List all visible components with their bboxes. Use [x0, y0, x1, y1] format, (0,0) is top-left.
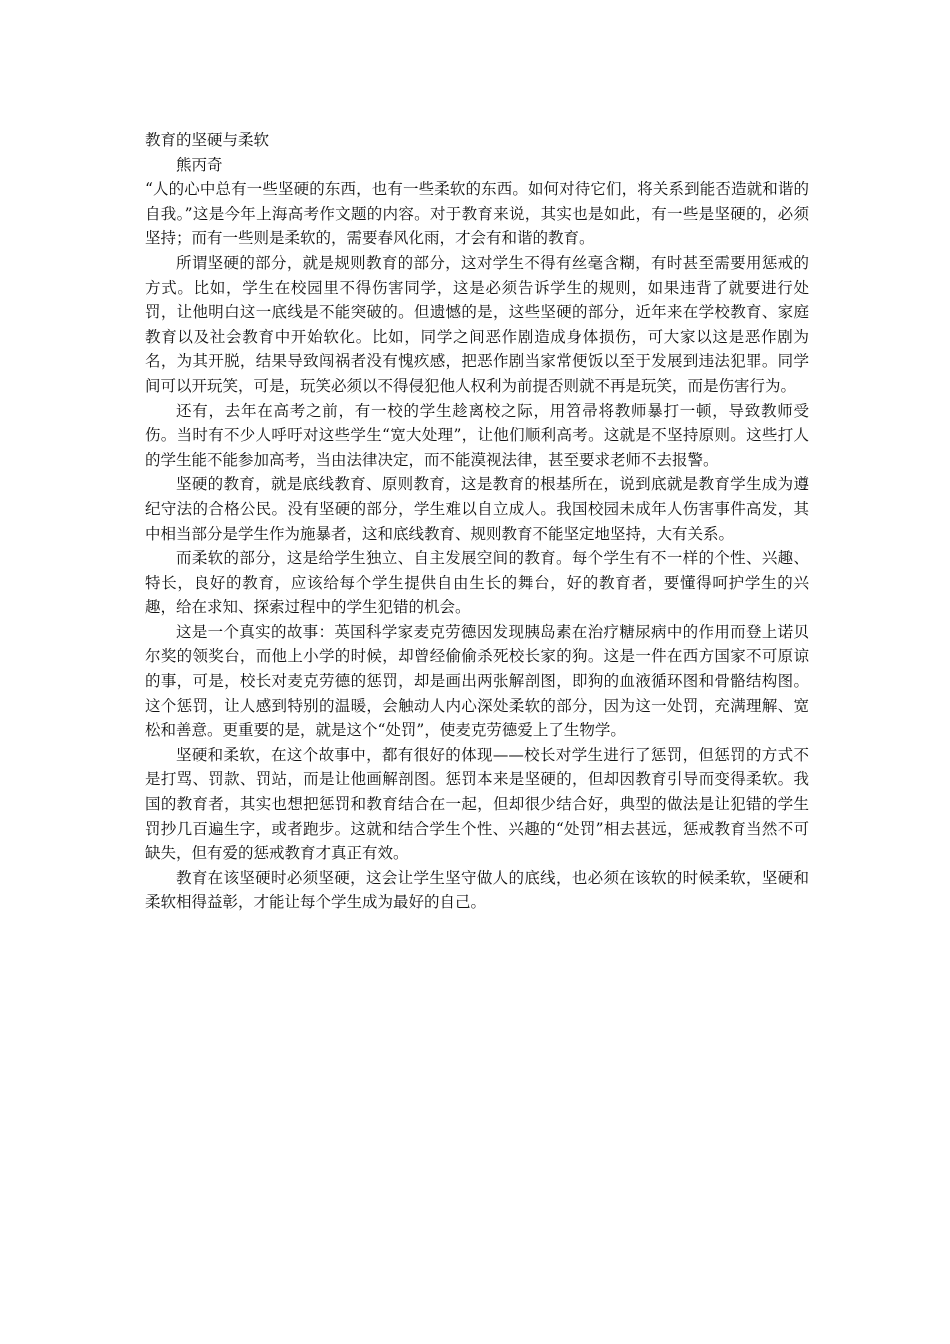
- paragraph-5: 而柔软的部分，这是给学生独立、自主发展空间的教育。每个学生有不一样的个性、兴趣、特长，良好的教育，应该给每个学生提供自由生长的舞台，好的教育者，要懂得呵护学生的兴趣，给在求知、探索过程中的学生犯错的机会。: [145, 549, 809, 617]
- paragraph-7: 坚硬和柔软，在这个故事中，都有很好的体现——校长对学生进行了惩罚，但惩罚的方式不是打骂、罚款、罚站，而是让他画解剖图。惩罚本来是坚硬的，但却因教育引导而变得柔软。我国的教育者，其实也想把惩罚和教育结合在一起，但却很少结合好，典型的做法是让犯错的学生罚抄几百遍生字，或者跑步。这就和结合学生个性、兴趣的“处罚”相去甚远，惩戒教育当然不可缺失，但有爱的惩戒教育才真正有效。: [145, 745, 809, 863]
- paragraph-4: 坚硬的教育，就是底线教育、原则教育，这是教育的根基所在，说到底就是教育学生成为遵纪守法的合格公民。没有坚硬的部分，学生难以自立成人。我国校园未成年人伤害事件高发，其中相当部分是学生作为施暴者，这和底线教育、规则教育不能坚定地坚持，大有关系。: [145, 475, 809, 543]
- paragraph-2: 所谓坚硬的部分，就是规则教育的部分，这对学生不得有丝毫含糊，有时甚至需要用惩戒的方式。比如，学生在校园里不得伤害同学，这是必须告诉学生的规则，如果违背了就要进行处罚，让他明白这一底线是不能突破的。但遗憾的是，这些坚硬的部分，近年来在学校教育、家庭教育以及社会教育中开始软化。比如，同学之间恶作剧造成身体损伤，可大家以这是恶作剧为名，为其开脱，结果导致闯祸者没有愧疚感，把恶作剧当家常便饭以至于发展到违法犯罪。同学间可以开玩笑，可是，玩笑必须以不得侵犯他人权利为前提否则就不再是玩笑，而是伤害行为。: [145, 253, 809, 395]
- article-author: 熊丙奇: [176, 155, 223, 174]
- paragraph-6: 这是一个真实的故事：英国科学家麦克劳德因发现胰岛素在治疗糖尿病中的作用而登上诺贝尔奖的领奖台，而他上小学的时候，却曾经偷偷杀死校长家的狗。这是一件在西方国家不可原谅的事，可是，校长对麦克劳德的惩罚，却是画出两张解剖图，即狗的血液循环图和骨骼结构图。这个惩罚，让人感到特别的温暖，会触动人内心深处柔软的部分，因为这一处罚，充满理解、宽松和善意。更重要的是，就是这个“处罚”，使麦克劳德爱上了生物学。: [145, 622, 809, 740]
- paragraph-1: “人的心中总有一些坚硬的东西，也有一些柔软的东西。如何对待它们，将关系到能否造就和谐的自我。”这是今年上海高考作文题的内容。对于教育来说，其实也是如此，有一些是坚硬的，必须坚持；而有一些则是柔软的，需要春风化雨，才会有和谐的教育。: [145, 180, 809, 248]
- article: [145, 128, 809, 915]
- paragraph-8: 教育在该坚硬时必须坚硬，这会让学生坚守做人的底线，也必须在该软的时候柔软，坚硬和柔软相得益彰，才能让每个学生成为最好的自己。: [145, 868, 809, 912]
- article-title: 教育的坚硬与柔软: [145, 131, 270, 149]
- paragraph-3: 还有，去年在高考之前，有一校的学生趁离校之际，用笤帚将教师暴打一顿，导致教师受伤。当时有不少人呼吁对这些学生“宽大处理”，让他们顺利高考。这就是不坚持原则。这些打人的学生能不能参加高考，当由法律决定，而不能漠视法律，甚至要求老师不去报警。: [145, 401, 809, 469]
